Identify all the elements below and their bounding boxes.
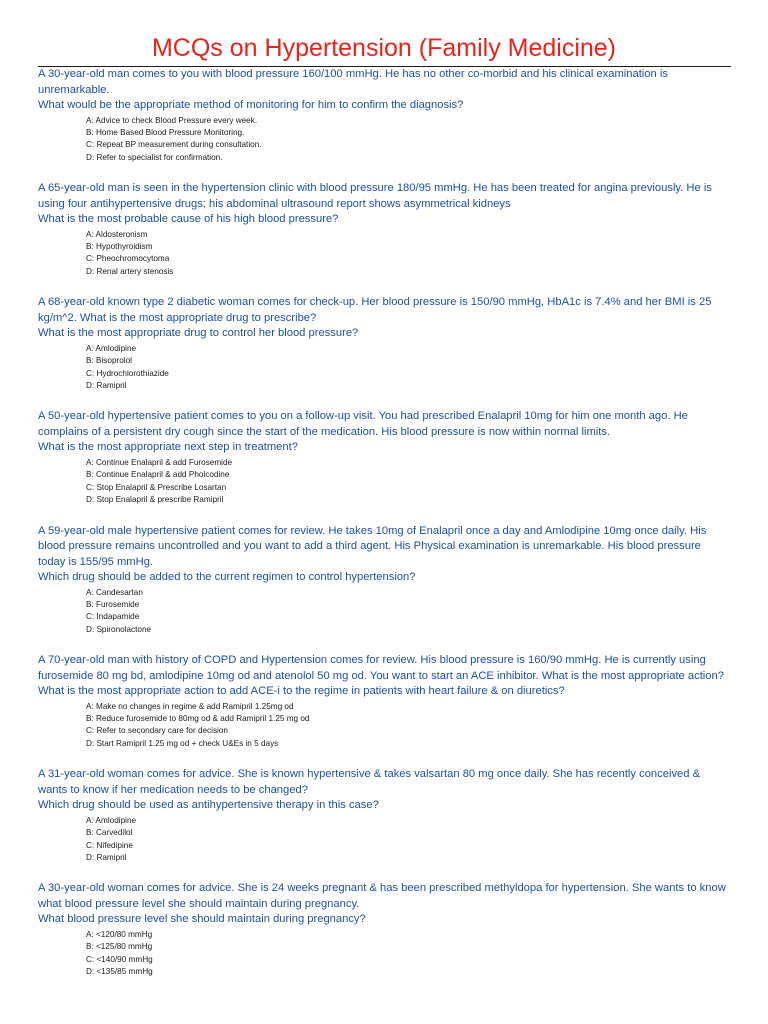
- option-d: D: Ramipril: [86, 852, 127, 862]
- question-3: [38, 295, 736, 392]
- option-d: D: Ramipril: [86, 380, 127, 390]
- question-stem: A 30-year-old woman comes for advice. She is 24 weeks pregnant & has been prescribed methyldopa for hypertension. She wants to know what blood pressure level she should maintain during pregnancy.: [38, 882, 726, 910]
- option-c: C: Pheochromocytoma: [86, 254, 170, 264]
- option-c: C: Indapamide: [86, 612, 140, 622]
- question-prompt: What blood pressure level she should maintain during pregnancy?: [38, 913, 366, 926]
- question-stem: A 31-year-old woman comes for advice. She is known hypertensive & takes valsartan 80 mg once daily. She has recently conceived & wants to know if her medication needs to be changed?: [38, 768, 701, 796]
- option-d: D: Refer to specialist for confirmation.: [86, 152, 223, 162]
- option-b: B: Continue Enalapril & add Pholcodine: [86, 470, 230, 480]
- option-d: D: Renal artery stenosis: [86, 266, 174, 276]
- question-8: [38, 881, 736, 978]
- option-c: C: Hydrochlorothiazide: [86, 368, 169, 378]
- answer-options: [86, 115, 736, 165]
- option-b: B: Bisoprolol: [86, 356, 132, 366]
- answer-options: [86, 229, 736, 279]
- option-a: A: Amlodipine: [86, 815, 137, 825]
- question-7: [38, 767, 736, 864]
- option-b: B: Hypothyroidism: [86, 242, 153, 252]
- option-b: B: Carvedilol: [86, 828, 133, 838]
- question-stem: A 50-year-old hypertensive patient comes to you on a follow-up visit. You had prescribed Enalapril 10mg for him one month ago. He complains of a persistent dry cough since the start of the medication. His blood pressure is now within normal limits.: [38, 410, 688, 438]
- document-title: MCQs on Hypertension (Family Medicine): [151, 34, 617, 62]
- option-a: A: Advice to check Blood Pressure every week.: [86, 115, 258, 125]
- option-a: A: Aldosteronism: [86, 229, 148, 239]
- question-prompt: What is the most probable cause of his high blood pressure?: [38, 213, 339, 226]
- answer-options: [86, 929, 736, 979]
- option-c: C: Repeat BP measurement during consultation.: [86, 140, 262, 150]
- option-c: C: <140/90 mmHg: [86, 954, 153, 964]
- question-stem: A 65-year-old man is seen in the hypertension clinic with blood pressure 180/95 mmHg. He has been treated for angina previously. He is using four antihypertensive drugs; his abdominal ultrasound report shows asymmetrical kidneys: [38, 182, 712, 210]
- option-b: B: Reduce furosemide to 80mg od & add Ramipril 1.25 mg od: [86, 714, 310, 724]
- question-prompt: What is the most appropriate action to add ACE-i to the regime in patients with heart failure & on diuretics?: [38, 685, 565, 698]
- question-1: [38, 67, 736, 164]
- option-a: A: Candesartan: [86, 587, 143, 597]
- answer-options: [86, 815, 736, 865]
- option-a: A: Continue Enalapril & add Furosemide: [86, 457, 233, 467]
- option-b: B: Home Based Blood Pressure Monitoring.: [86, 127, 245, 137]
- question-list: [38, 67, 736, 996]
- option-b: B: Furosemide: [86, 599, 140, 609]
- answer-options: [86, 701, 736, 751]
- question-prompt: What is the most appropriate drug to control her blood pressure?: [38, 327, 359, 340]
- question-6: [38, 653, 736, 750]
- question-stem: A 68-year-old known type 2 diabetic woman comes for check-up. Her blood pressure is 150/90 mmHg, HbA1c is 7.4% and her BMI is 25 kg/m^2. What is the most appropriate drug to prescribe?: [38, 296, 712, 324]
- option-c: C: Nifedipine: [86, 840, 133, 850]
- option-d: D: Start Ramipril 1.25 mg od + check U&Es in 5 days: [86, 738, 279, 748]
- question-stem: A 59-year-old male hypertensive patient comes for review. He takes 10mg of Enalapril once a day and Amlodipine 10mg once daily. His blood pressure remains uncontrolled and you want to add a third agent. His Physical examination is unremarkable. His blood pressure today is 155/95 mmHg.: [38, 524, 707, 568]
- question-2: [38, 181, 736, 278]
- option-a: A: <120/80 mmHg: [86, 929, 153, 939]
- option-d: D: <135/85 mmHg: [86, 967, 153, 977]
- question-5: [38, 524, 736, 637]
- option-d: D: Stop Enalapril & prescribe Ramipril: [86, 495, 224, 505]
- question-prompt: What would be the appropriate method of monitoring for him to confirm the diagnosis?: [38, 99, 464, 111]
- option-c: C: Refer to secondary care for decision: [86, 726, 228, 736]
- answer-options: [86, 343, 736, 393]
- question-stem: A 30-year-old man comes to you with blood pressure 160/100 mmHg. He has no other co-morbid and his clinical examination is unremarkable.: [38, 68, 668, 96]
- question-prompt: What is the most appropriate next step in treatment?: [38, 441, 298, 454]
- answer-options: [86, 457, 736, 507]
- option-c: C: Stop Enalapril & Prescribe Losartan: [86, 482, 227, 492]
- question-prompt: Which drug should be added to the current regimen to control hypertension?: [38, 571, 416, 583]
- question-stem: A 70-year-old man with history of COPD and Hypertension comes for review. His blood pressure is 160/90 mmHg. He is currently using furosemide 80 mg bd, amlodipine 10mg od and atenolol 50 mg od. You want to start an ACE inhibitor. What is the most appropriate action?: [38, 654, 724, 682]
- question-4: [38, 409, 736, 506]
- option-a: A: Make no changes in regime & add Ramipril 1.25mg od: [86, 701, 294, 711]
- option-d: D: Spironolactone: [86, 624, 152, 634]
- option-b: B: <125/80 mmHg: [86, 942, 153, 952]
- question-prompt: Which drug should be used as antihypertensive therapy in this case?: [38, 799, 379, 812]
- answer-options: [86, 587, 736, 637]
- option-a: A: Amlodipine: [86, 343, 137, 353]
